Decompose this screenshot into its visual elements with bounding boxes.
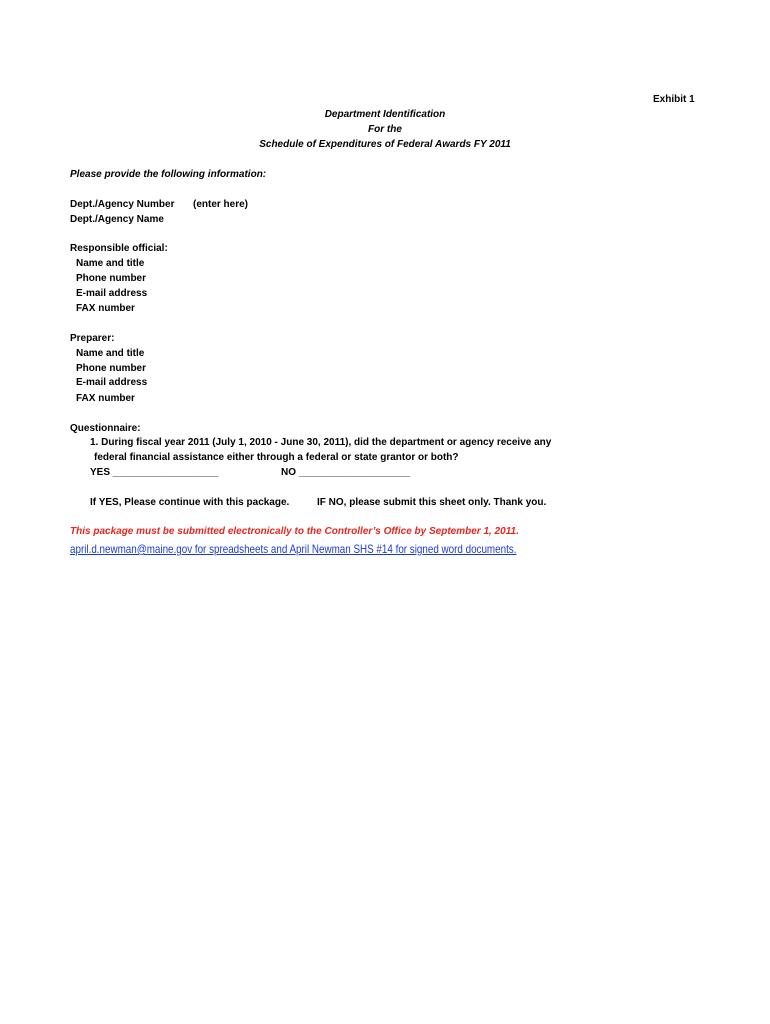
exhibit-label: Exhibit 1 — [653, 94, 695, 105]
questionnaire-heading: Questionnaire: — [70, 423, 141, 434]
responsible-heading: Responsible official: — [70, 243, 168, 254]
dept-name-label: Dept./Agency Name — [70, 214, 164, 225]
title-for-the: For the — [368, 124, 402, 135]
yes-instruction: If YES, Please continue with this package. — [90, 497, 290, 508]
question-1-line-1: 1. During fiscal year 2011 (July 1, 2010 - June 30, 2011), did the department or agency receive any — [90, 437, 552, 448]
preparer-heading: Preparer: — [70, 333, 115, 344]
preparer-fax: FAX number — [76, 393, 135, 404]
preparer-email: E-mail address — [76, 377, 148, 388]
intro-instruction: Please provide the following information: — [70, 169, 267, 180]
preparer-phone: Phone number — [76, 363, 147, 374]
preparer-name-title: Name and title — [76, 348, 145, 359]
yes-answer-blank[interactable]: YES ___________________ — [90, 467, 219, 478]
dept-number-hint[interactable]: (enter here) — [193, 199, 249, 210]
responsible-phone: Phone number — [76, 273, 147, 284]
responsible-fax: FAX number — [76, 303, 135, 314]
contact-email-link[interactable]: april.d.newman@maine.gov for spreadsheets and April Newman SHS #14 for signed word documents. — [70, 542, 517, 556]
no-instruction: IF NO, please submit this sheet only. Thank you. — [317, 497, 547, 508]
no-answer-blank[interactable]: NO ____________________ — [281, 467, 411, 478]
responsible-name-title: Name and title — [76, 258, 145, 269]
submission-deadline-notice: This package must be submitted electronically to the Controller’s Office by September 1, 2011. — [70, 526, 519, 537]
responsible-email: E-mail address — [76, 288, 148, 299]
title-schedule: Schedule of Expenditures of Federal Awards FY 2011 — [259, 139, 511, 150]
dept-number-label: Dept./Agency Number — [70, 199, 175, 210]
question-1-line-2: federal financial assistance either through a federal or state grantor or both? — [94, 452, 459, 463]
title-department-identification: Department Identification — [324, 109, 446, 120]
